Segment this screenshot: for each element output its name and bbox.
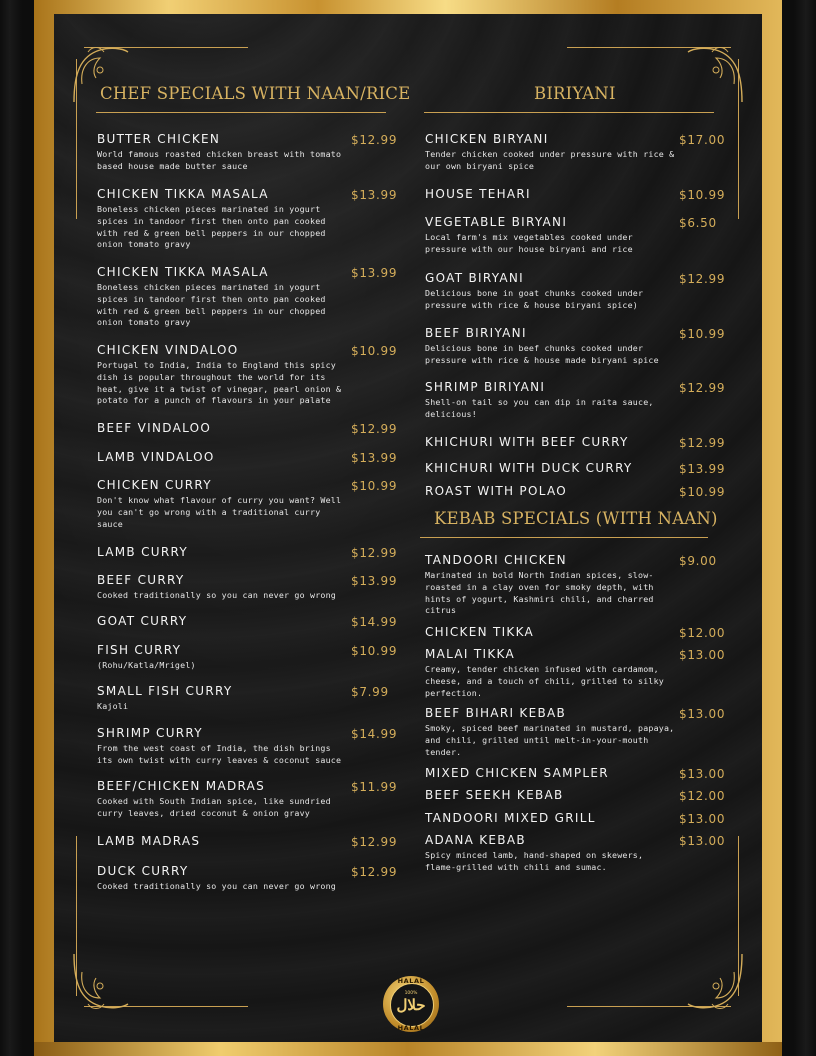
item-description: Boneless chicken pieces marinated in yogurt spices in tandoor first then onto pan cooked with red & green bell peppers in our chopped onion tomato gravy <box>97 204 326 250</box>
item-description: Delicious bone in beef chunks cooked under pressure with rice & house made biryani spice <box>425 343 659 365</box>
item-name: MALAI TIKKA <box>425 647 515 661</box>
item-price: $9.00 <box>679 554 717 568</box>
item-price: $6.50 <box>679 216 717 230</box>
item-name: KHICHURI WITH BEEF CURRY <box>425 435 629 449</box>
item-price: $12.00 <box>679 789 726 803</box>
item-description: Portugal to India, India to England this spicy dish is popular throughout the world for its heat, give it a twist of vinegar, pearl onion & potato for a punch of flavours in your palate <box>97 360 342 406</box>
item-name: BUTTER CHICKEN <box>97 132 221 146</box>
item-name: CHICKEN CURRY <box>97 478 212 492</box>
item-description: Boneless chicken pieces marinated in yogurt spices in tandoor first then onto pan cooked with red & green bell peppers in our chopped onion tomato gravy <box>97 282 326 328</box>
item-description: World famous roasted chicken breast with tomato based house made butter sauce <box>97 149 342 171</box>
item-name: GOAT CURRY <box>97 614 188 628</box>
item-description: Smoky, spiced beef marinated in mustard, papaya, and chili, grilled until melt-in-your-mouth tender. <box>425 723 675 757</box>
badge-percent-text: 100% <box>404 991 418 996</box>
item-price: $13.00 <box>679 707 726 721</box>
item-price: $13.99 <box>351 188 398 202</box>
item-name: FISH CURRY <box>97 643 182 657</box>
item-name: MIXED CHICKEN SAMPLER <box>425 766 609 780</box>
item-price: $10.99 <box>351 644 398 658</box>
title-rule-biriyani <box>424 112 714 113</box>
item-description: Delicious bone in goat chunks cooked under pressure with rice & house biryani spice) <box>425 288 644 310</box>
item-price: $12.00 <box>679 626 726 640</box>
item-price: $7.99 <box>351 685 389 699</box>
item-price: $12.99 <box>351 546 398 560</box>
item-price: $12.99 <box>351 835 398 849</box>
corner-ornament-bottom-left-icon <box>70 952 130 1012</box>
item-name: TANDOORI CHICKEN <box>425 553 567 567</box>
item-price: $17.00 <box>679 133 726 147</box>
section-title-biriyani: BIRIYANI <box>534 84 616 103</box>
item-name: LAMB MADRAS <box>97 834 201 848</box>
item-description: Cooked traditionally so you can never go wrong <box>97 881 336 891</box>
item-price: $14.99 <box>351 727 398 741</box>
item-name: CHICKEN TIKKA MASALA <box>97 265 269 279</box>
item-name: HOUSE TEHARI <box>425 187 531 201</box>
item-price: $13.00 <box>679 767 726 781</box>
item-price: $12.99 <box>351 133 398 147</box>
item-description: Cooked traditionally so you can never go wrong <box>97 590 336 600</box>
item-price: $12.99 <box>679 381 726 395</box>
title-rule-chef-specials <box>96 112 386 113</box>
section-title-kebab: KEBAB SPECIALS (WITH NAAN) <box>434 509 718 528</box>
item-description: Tender chicken cooked under pressure with rice & our own biryani spice <box>425 149 675 171</box>
item-price: $10.99 <box>351 344 398 358</box>
item-price: $12.99 <box>679 272 726 286</box>
item-name: BEEF BIRIYANI <box>425 326 527 340</box>
item-name: BEEF CURRY <box>97 573 185 587</box>
item-price: $10.99 <box>679 188 726 202</box>
item-description: Local farm's mix vegetables cooked under pressure with our house biryani and rice <box>425 232 633 254</box>
item-price: $10.99 <box>679 485 726 499</box>
item-name: KHICHURI WITH DUCK CURRY <box>425 461 633 475</box>
item-description: From the west coast of India, the dish brings its own twist with curry leaves & coconut sauce <box>97 743 342 765</box>
item-name: DUCK CURRY <box>97 864 189 878</box>
item-description: Don't know what flavour of curry you want? Well you can't go wrong with a traditional curry sauce <box>97 495 342 529</box>
item-price: $13.99 <box>679 462 726 476</box>
item-name: ROAST WITH POLAO <box>425 484 568 498</box>
item-price: $12.99 <box>679 436 726 450</box>
item-price: $12.99 <box>351 865 398 879</box>
item-name: SMALL FISH CURRY <box>97 684 233 698</box>
item-name: BEEF SEEKH KEBAB <box>425 788 564 802</box>
item-name: LAMB CURRY <box>97 545 188 559</box>
item-name: GOAT BIRYANI <box>425 271 525 285</box>
menu-panel <box>54 14 762 1042</box>
item-price: $13.00 <box>679 812 726 826</box>
item-name: TANDOORI MIXED GRILL <box>425 811 596 825</box>
item-description: Marinated in bold North Indian spices, slow-roasted in a clay oven for smoky depth, with hints of yogurt, Kashmiri chili, and charred citrus <box>425 570 654 616</box>
item-name: CHICKEN TIKKA MASALA <box>97 187 269 201</box>
item-name: CHICKEN TIKKA <box>425 625 535 639</box>
item-price: $13.00 <box>679 834 726 848</box>
item-name: SHRIMP CURRY <box>97 726 203 740</box>
halal-certified-badge <box>383 976 439 1032</box>
item-price: $13.00 <box>679 648 726 662</box>
item-price: $10.99 <box>351 479 398 493</box>
item-description: Spicy minced lamb, hand-shaped on skewers, flame-grilled with chili and sumac. <box>425 850 644 872</box>
item-price: $13.99 <box>351 451 398 465</box>
item-name: ADANA KEBAB <box>425 833 526 847</box>
item-description: Kajoli <box>97 701 129 711</box>
title-rule-kebab <box>420 537 708 538</box>
item-price: $12.99 <box>351 422 398 436</box>
badge-bottom-text: HALAL <box>397 1024 425 1032</box>
badge-top-text: HALAL <box>397 977 425 985</box>
item-description: (Rohu/Katla/Mrigel) <box>97 660 196 670</box>
item-name: CHICKEN VINDALOO <box>97 343 239 357</box>
item-name: CHICKEN BIRYANI <box>425 132 549 146</box>
badge-arabic-text: حلال <box>396 996 426 1014</box>
corner-ornament-bottom-right-icon <box>686 952 746 1012</box>
item-description: Shell-on tail so you can dip in raita sauce, delicious! <box>425 397 654 419</box>
item-name: BEEF VINDALOO <box>97 421 212 435</box>
item-name: BEEF BIHARI KEBAB <box>425 706 567 720</box>
item-price: $14.99 <box>351 615 398 629</box>
item-name: VEGETABLE BIRYANI <box>425 215 568 229</box>
item-price: $13.99 <box>351 574 398 588</box>
item-price: $10.99 <box>679 327 726 341</box>
item-price: $13.99 <box>351 266 398 280</box>
item-name: BEEF/CHICKEN MADRAS <box>97 779 266 793</box>
section-title-chef-specials: CHEF SPECIALS WITH NAAN/RICE <box>100 84 411 103</box>
corner-ornament-top-right-icon <box>686 44 746 104</box>
item-description: Creamy, tender chicken infused with cardamom, cheese, and a touch of chili, grilled to silky perfection. <box>425 664 664 698</box>
item-price: $11.99 <box>351 780 398 794</box>
item-name: SHRIMP BIRIYANI <box>425 380 546 394</box>
item-name: LAMB VINDALOO <box>97 450 215 464</box>
item-description: Cooked with South Indian spice, like sundried curry leaves, dried coconut & onion gravy <box>97 796 331 818</box>
